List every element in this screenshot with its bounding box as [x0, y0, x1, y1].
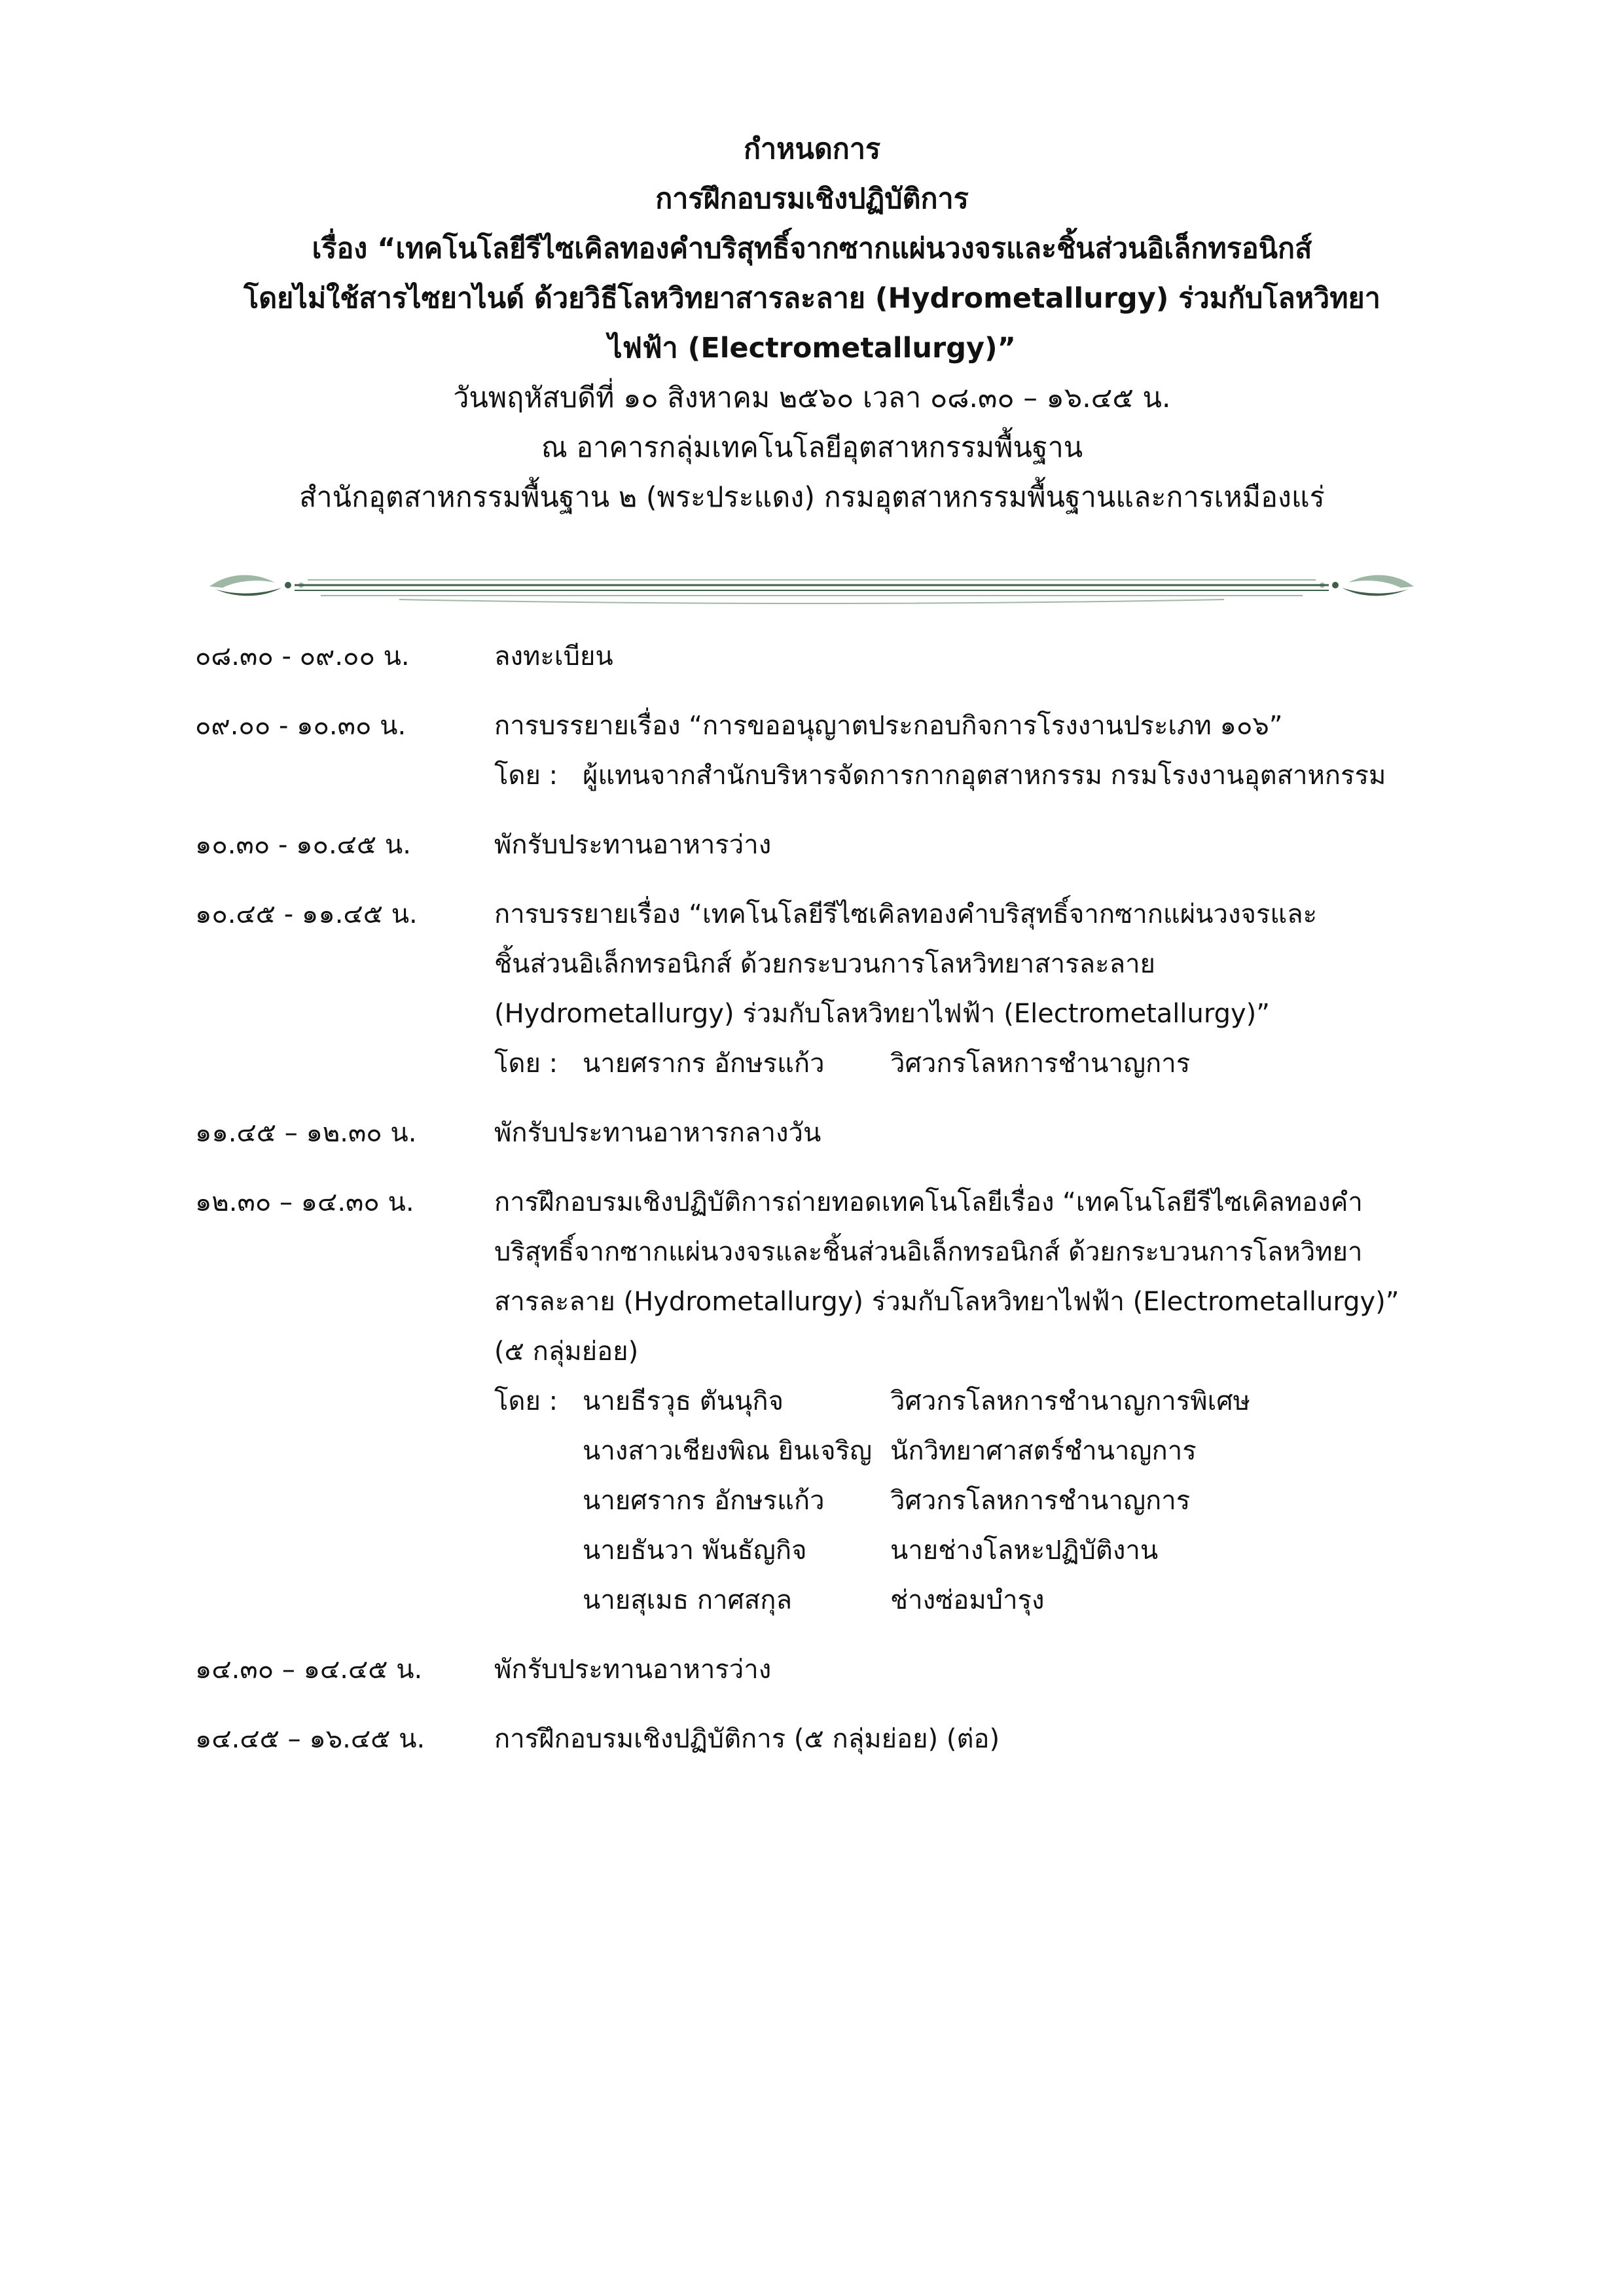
schedule-row	[0, 1108, 1624, 1158]
row-description	[494, 701, 1437, 800]
row-description	[494, 1177, 1437, 1625]
row-time: ๑๔.๓๐ – ๑๔.๔๕ น.	[195, 1655, 423, 1685]
row-description	[494, 820, 1437, 870]
row-description	[494, 1108, 1437, 1158]
by-label: โดย :	[494, 1386, 558, 1416]
document-header	[196, 124, 1428, 522]
row-time: ๑๑.๔๕ – ๑๒.๓๐ น.	[195, 1118, 417, 1148]
description-line: พักรับประทานอาหารว่าง	[494, 1655, 772, 1685]
row-time: ๑๒.๓๐ – ๑๔.๓๐ น.	[195, 1187, 414, 1217]
schedule-row	[0, 632, 1624, 681]
row-description	[494, 1645, 1437, 1695]
row-time: ๑๐.๓๐ - ๑๐.๔๕ น.	[195, 830, 411, 860]
row-description	[494, 889, 1437, 1088]
speaker-row	[494, 1426, 1437, 1476]
description-line: (Hydrometallurgy) ร่วมกับโลหวิทยาไฟฟ้า (Electrometallurgy)”	[494, 999, 1270, 1029]
schedule-row	[0, 1177, 1624, 1625]
speaker-name: นายสุเมธ กาศสกุล	[583, 1585, 793, 1615]
topic-line-3: ไฟฟ้า (Electrometallurgy)”	[608, 332, 1016, 365]
speaker-position: นักวิทยาศาสตร์ชำนาญการ	[890, 1436, 1197, 1466]
row-time: ๑๐.๔๕ - ๑๑.๔๕ น.	[195, 899, 418, 929]
speaker-name: นายศรากร อักษรแก้ว	[583, 1486, 825, 1516]
description-line: การฝึกอบรมเชิงปฏิบัติการ (๕ กลุ่มย่อย) (ต่อ)	[494, 1724, 1000, 1754]
description-line: ชิ้นส่วนอิเล็กทรอนิกส์ ด้วยกระบวนการโลหวิทยาสารละลาย	[494, 949, 1155, 979]
description-line: บริสุทธิ์จากซากแผ่นวงจรและชิ้นส่วนอิเล็กทรอนิกส์ ด้วยกระบวนการโลหวิทยา	[494, 1237, 1363, 1267]
schedule-row	[0, 701, 1624, 800]
description-line: การบรรยายเรื่อง “เทคโนโลยีรีไซเคิลทองคำบริสุทธิ์จากซากแผ่นวงจรและ	[494, 899, 1318, 929]
description-line: (๕ กลุ่มย่อย)	[494, 1336, 639, 1367]
document-title: กำหนดการ	[743, 133, 881, 166]
topic-line-2: โดยไม่ใช้สารไซยาไนด์ ด้วยวิธีโลหวิทยาสารละลาย (Hydrometallurgy) ร่วมกับโลหวิทยา	[244, 282, 1380, 315]
speaker-row	[494, 1476, 1437, 1526]
schedule-row	[0, 889, 1624, 1088]
description-line: ลงทะเบียน	[494, 641, 613, 672]
speaker-row	[494, 751, 1437, 800]
speaker-name: ผู้แทนจากสำนักบริหารจัดการกากอุตสาหกรรม กรมโรงงานอุตสาหกรรม	[583, 761, 1386, 791]
ornament-left-icon	[209, 575, 304, 596]
speaker-position: วิศวกรโลหการชำนาญการ	[890, 1049, 1191, 1079]
description-line: พักรับประทานอาหารกลางวัน	[494, 1118, 821, 1148]
speaker-position: วิศวกรโลหการชำนาญการ	[890, 1486, 1191, 1516]
speaker-position: วิศวกรโลหการชำนาญการพิเศษ	[890, 1386, 1250, 1416]
speaker-name: นายธีรวุธ ตันนุกิจ	[583, 1386, 784, 1416]
row-time: ๐๘.๓๐ - ๐๙.๐๐ น.	[195, 641, 410, 672]
description-line: การบรรยายเรื่อง “การขออนุญาตประกอบกิจการโรงงานประเภท ๑๐๖”	[494, 711, 1283, 741]
office-line: สำนักอุตสาหกรรมพื้นฐาน ๒ (พระประแดง) กรมอุตสาหกรรมพื้นฐานและการเหมืองแร่	[299, 481, 1325, 514]
speaker-position: ช่างซ่อมบำรุง	[890, 1585, 1045, 1615]
ornamental-divider	[203, 565, 1420, 611]
date-line: วันพฤหัสบดีที่ ๑๐ สิงหาคม ๒๕๖๐ เวลา ๐๘.๓๐ – ๑๖.๔๕ น.	[453, 382, 1171, 414]
by-label: โดย :	[494, 761, 558, 791]
document-subtitle: การฝึกอบรมเชิงปฏิบัติการ	[655, 183, 969, 215]
row-time: ๑๔.๔๕ – ๑๖.๔๕ น.	[195, 1724, 425, 1754]
speaker-row	[494, 1526, 1437, 1575]
speaker-name: นางสาวเชียงพิณ ยินเจริญ	[583, 1436, 873, 1466]
schedule	[0, 632, 1624, 1784]
schedule-row	[0, 820, 1624, 870]
speaker-name: นายธันวา พันธัญกิจ	[583, 1535, 807, 1566]
row-time: ๐๙.๐๐ - ๑๐.๓๐ น.	[195, 711, 406, 741]
speaker-row	[494, 1039, 1437, 1088]
by-label: โดย :	[494, 1049, 558, 1079]
row-description	[494, 1714, 1437, 1764]
speaker-position: นายช่างโลหะปฏิบัติงาน	[890, 1535, 1159, 1566]
description-line: การฝึกอบรมเชิงปฏิบัติการถ่ายทอดเทคโนโลยีเรื่อง “เทคโนโลยีรีไซเคิลทองคำ	[494, 1187, 1363, 1217]
speaker-name: นายศรากร อักษรแก้ว	[583, 1049, 825, 1079]
speaker-row	[494, 1575, 1437, 1625]
description-line: พักรับประทานอาหารว่าง	[494, 830, 772, 860]
speaker-row	[494, 1376, 1437, 1426]
schedule-row	[0, 1714, 1624, 1764]
schedule-row	[0, 1645, 1624, 1695]
row-description	[494, 632, 1437, 681]
description-line: สารละลาย (Hydrometallurgy) ร่วมกับโลหวิทยาไฟฟ้า (Electrometallurgy)”	[494, 1287, 1399, 1317]
topic-line-1: เรื่อง “เทคโนโลยีรีไซเคิลทองคำบริสุทธิ์จากซากแผ่นวงจรและชิ้นส่วนอิเล็กทรอนิกส์	[312, 232, 1312, 265]
venue-line: ณ อาคารกลุ่มเทคโนโลยีอุตสาหกรรมพื้นฐาน	[541, 431, 1083, 464]
ornament-right-icon	[1320, 575, 1414, 596]
